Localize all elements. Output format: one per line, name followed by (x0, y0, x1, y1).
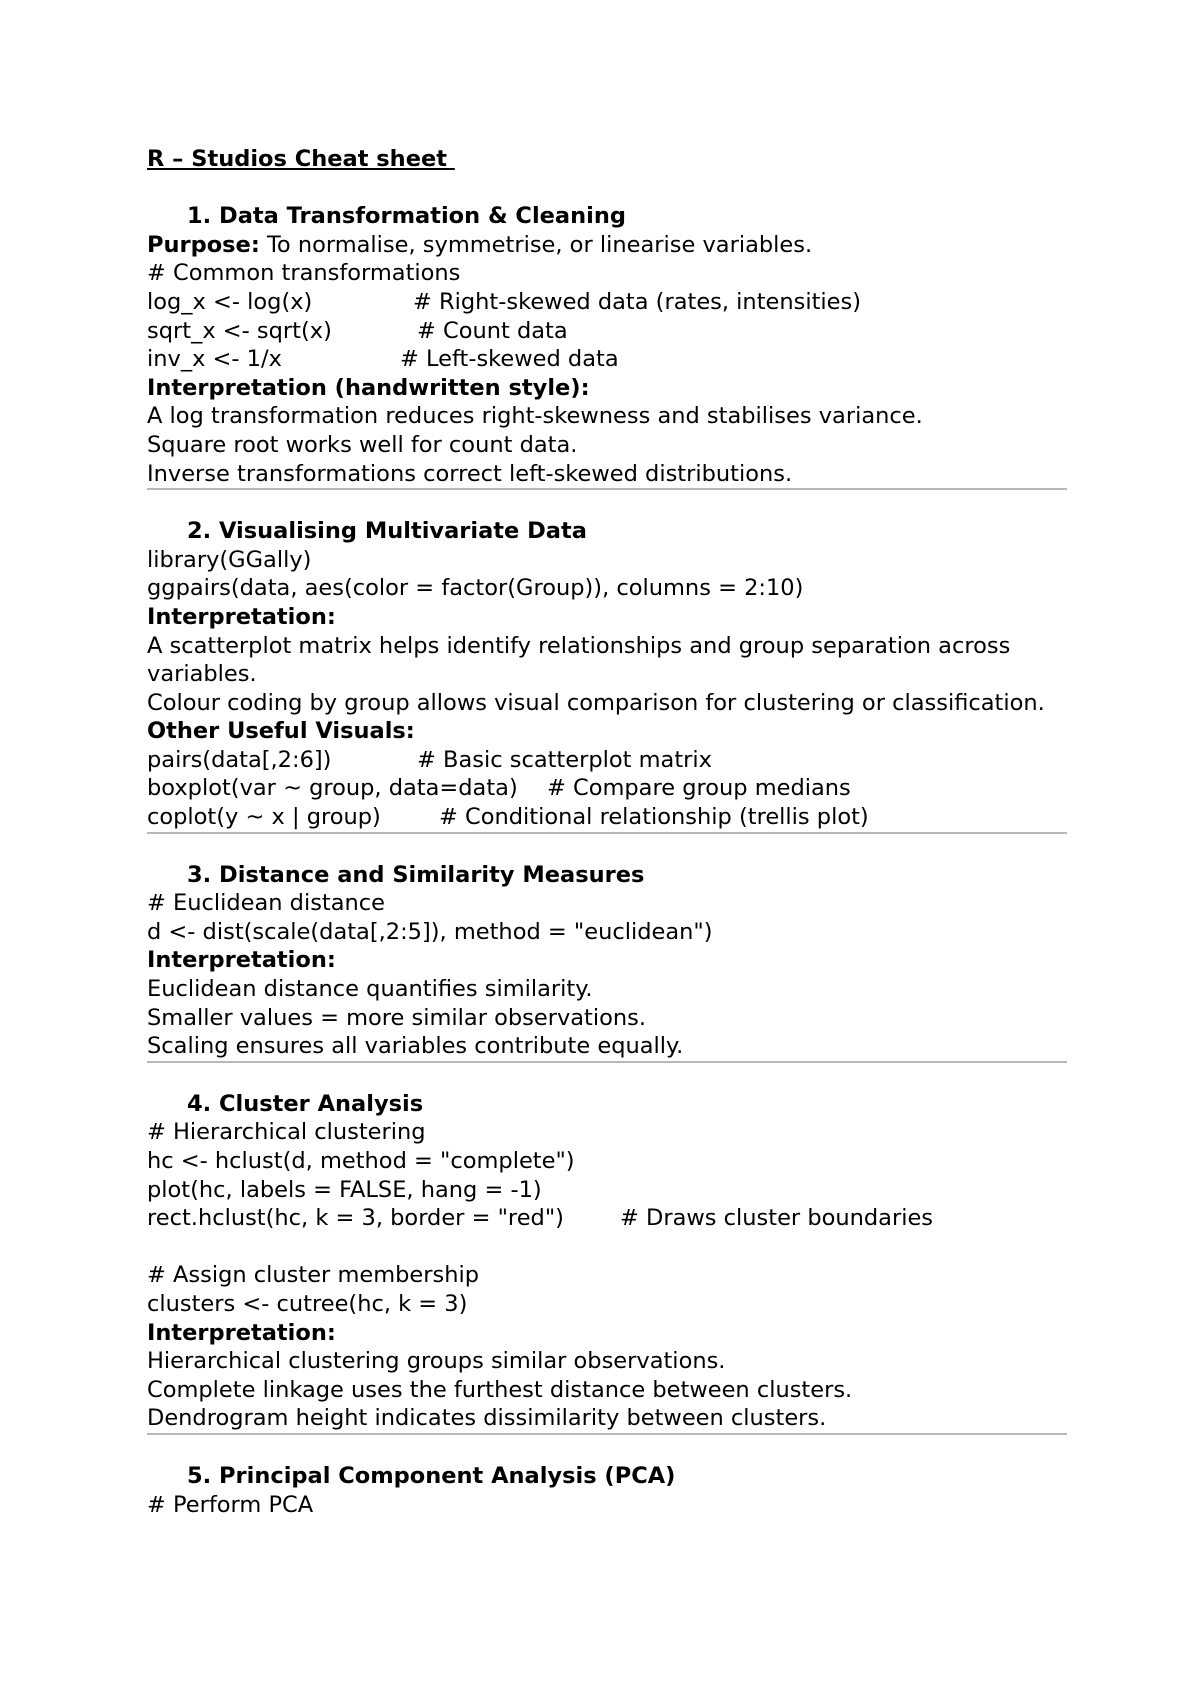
section-heading: 2. Visualising Multivariate Data (187, 518, 587, 545)
code-text: boxplot(var ~ group, data=data) (147, 775, 518, 802)
code-line: # Assign cluster membership (147, 1262, 480, 1289)
interpretation-label: Interpretation (handwritten style): (147, 374, 590, 401)
code-comment: # Conditional relationship (trellis plot) (439, 804, 869, 831)
code-line: # Hierarchical clustering (147, 1119, 426, 1146)
interpretation-line: Square root works well for count data. (147, 431, 578, 458)
interpretation-label: Interpretation: (147, 1319, 336, 1346)
code-line (147, 774, 1067, 803)
section-data-transformation (147, 202, 1067, 488)
purpose-label: Purpose: (147, 231, 260, 258)
section-heading: 4. Cluster Analysis (187, 1090, 424, 1117)
blank-line (147, 1233, 1067, 1262)
other-visuals-label: Other Useful Visuals: (147, 718, 415, 745)
code-line (147, 288, 1067, 317)
interpretation-label: Interpretation: (147, 947, 336, 974)
code-comment: # Right-skewed data (rates, intensities) (413, 288, 862, 315)
purpose-line (147, 231, 1067, 260)
code-comment: # Compare group medians (547, 775, 851, 802)
code-line (147, 1204, 1067, 1233)
section-divider (147, 1433, 1067, 1435)
code-line: clusters <- cutree(hc, k = 3) (147, 1290, 468, 1317)
section-distance (147, 861, 1067, 1061)
code-line: hc <- hclust(d, method = "complete") (147, 1148, 575, 1174)
interpretation-line: Scaling ensures all variables contribute equally. (147, 1033, 684, 1060)
section-heading: 3. Distance and Similarity Measures (187, 861, 645, 888)
interpretation-line: A scatterplot matrix helps identify relationships and group separation across variables. (147, 632, 1011, 688)
interpretation-line: Hierarchical clustering groups similar observations. (147, 1348, 726, 1375)
code-text: rect.hclust(hc, k = 3, border = "red") (147, 1205, 564, 1232)
code-text: inv_x <- 1/x (147, 346, 282, 373)
code-line (147, 317, 1067, 346)
code-line: plot(hc, labels = FALSE, hang = -1) (147, 1176, 542, 1203)
section-divider (147, 488, 1067, 490)
interpretation-line: A log transformation reduces right-skewness and stabilises variance. (147, 403, 923, 430)
code-line: d <- dist(scale(data[,2:5]), method = "euclidean") (147, 918, 713, 945)
code-text: coplot(y ~ x | group) (147, 804, 381, 831)
section-divider (147, 1061, 1067, 1063)
section-cluster (147, 1090, 1067, 1433)
code-text: sqrt_x <- sqrt(x) (147, 317, 332, 344)
interpretation-line: Euclidean distance quantifies similarity. (147, 976, 593, 1003)
section-heading: 1. Data Transformation & Cleaning (187, 203, 626, 230)
section-visualising (147, 517, 1067, 832)
code-text: log_x <- log(x) (147, 288, 313, 315)
code-line (147, 746, 1067, 775)
code-line: library(GGally) (147, 546, 312, 573)
document-title: R – Studios Cheat sheet (147, 146, 455, 172)
code-line: # Euclidean distance (147, 890, 386, 917)
interpretation-line: Complete linkage uses the furthest distance between clusters. (147, 1376, 853, 1403)
code-text: pairs(data[,2:6]) (147, 746, 332, 773)
interpretation-line: Smaller values = more similar observations. (147, 1004, 647, 1031)
code-line: ggpairs(data, aes(color = factor(Group)), columns = 2:10) (147, 575, 804, 602)
purpose-text: To normalise, symmetrise, or linearise variables. (259, 231, 813, 258)
code-line (147, 345, 1067, 374)
code-comment: # Count data (417, 317, 568, 344)
code-comment: # Common transformations (147, 260, 461, 287)
section-heading: 5. Principal Component Analysis (PCA) (187, 1462, 676, 1489)
section-pca (147, 1462, 1067, 1519)
code-line: # Perform PCA (147, 1491, 314, 1518)
interpretation-line: Colour coding by group allows visual comparison for clustering or classification. (147, 689, 1045, 716)
code-comment: # Basic scatterplot matrix (417, 746, 712, 773)
code-comment: # Left-skewed data (400, 346, 619, 373)
interpretation-label: Interpretation: (147, 603, 336, 630)
code-line (147, 803, 1067, 832)
interpretation-line: Inverse transformations correct left-skewed distributions. (147, 460, 793, 487)
interpretation-line: Dendrogram height indicates dissimilarity between clusters. (147, 1405, 827, 1432)
section-divider (147, 832, 1067, 834)
code-comment: # Draws cluster boundaries (620, 1205, 934, 1232)
document-page (147, 145, 1067, 1519)
